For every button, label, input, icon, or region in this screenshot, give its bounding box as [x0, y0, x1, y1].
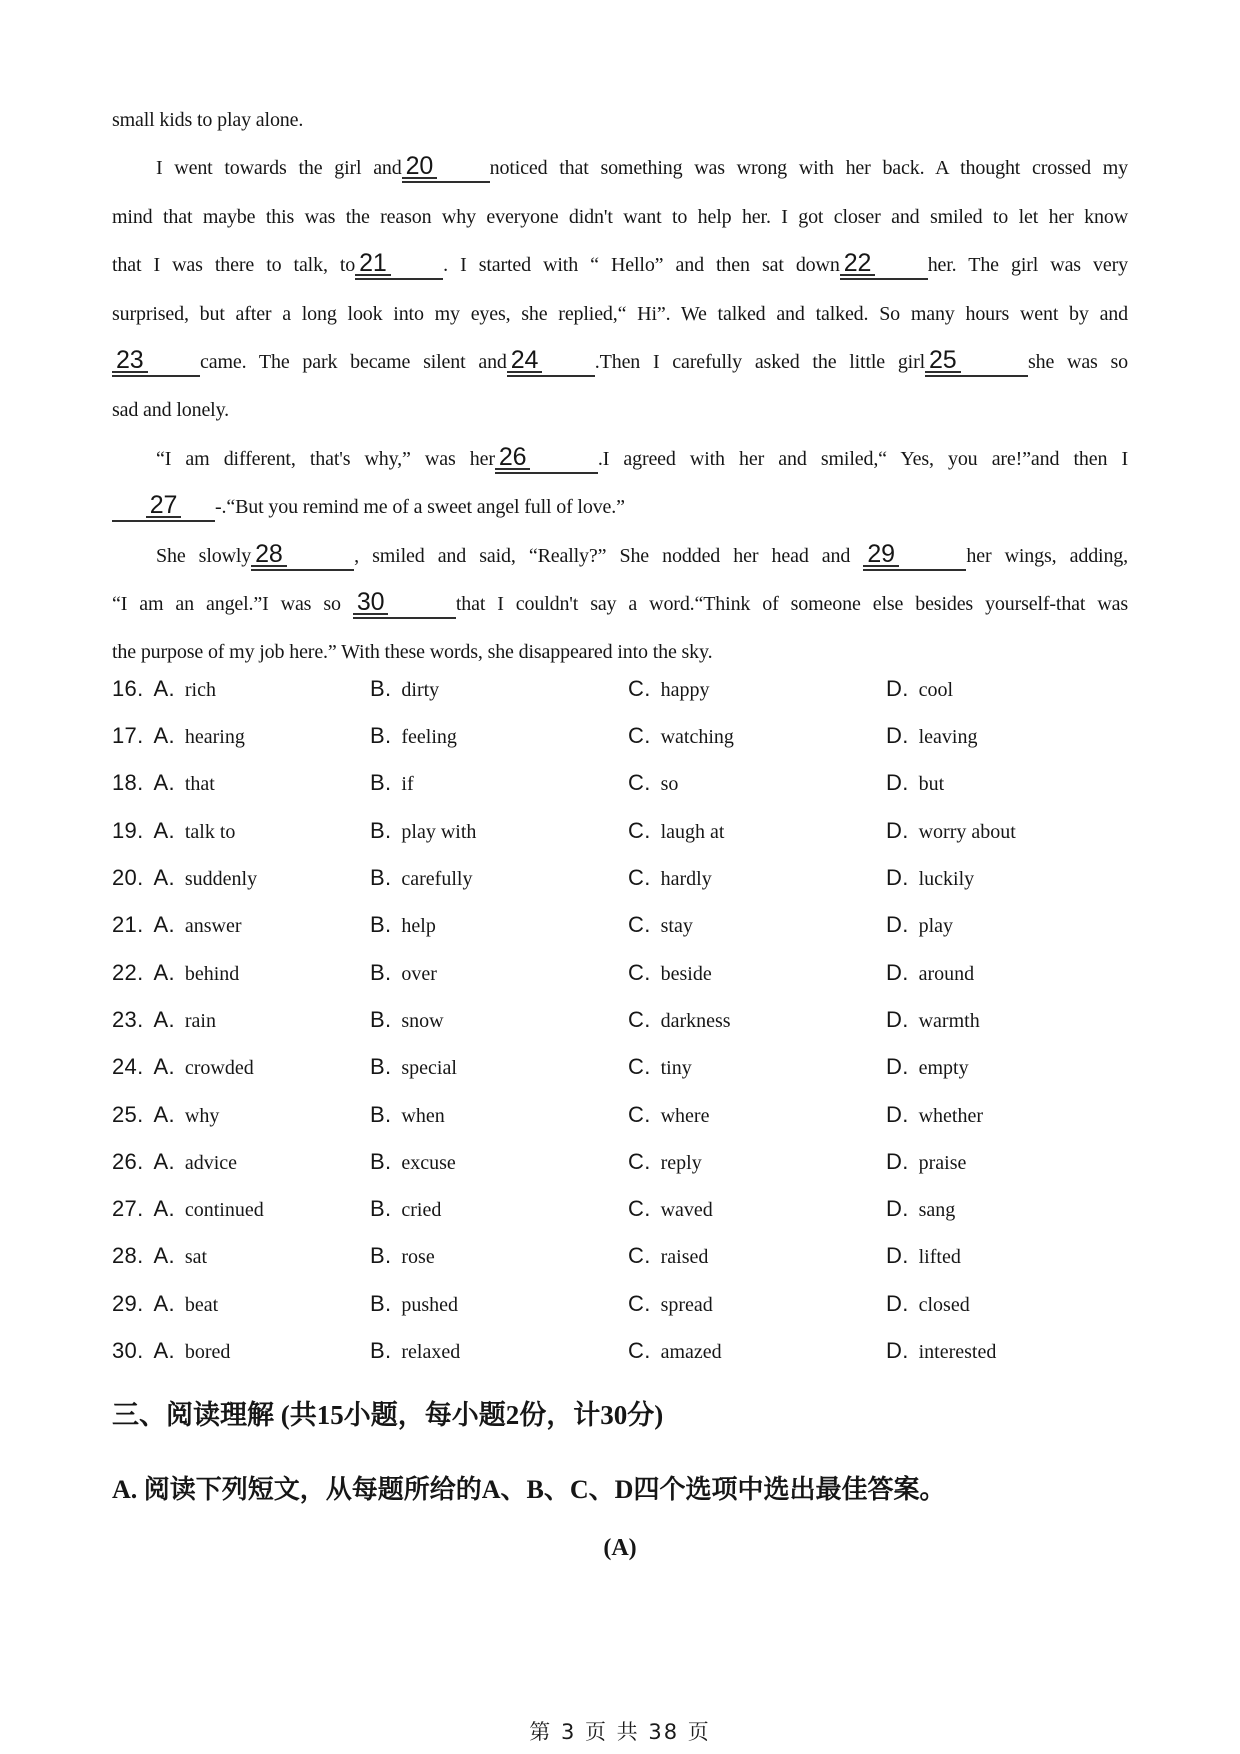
option-cell-22-C: [628, 950, 886, 997]
option-letter: A.: [153, 1243, 175, 1269]
option-letter: B.: [370, 1054, 392, 1080]
option-text: bored: [184, 1341, 231, 1364]
option-text: hearing: [184, 726, 245, 749]
option-letter: A.: [153, 1148, 175, 1174]
option-letter: B.: [370, 1290, 392, 1316]
question-number: 26.: [112, 1148, 144, 1174]
option-letter: C.: [628, 865, 651, 891]
option-cell-24-A: [112, 1044, 370, 1091]
option-letter: C.: [628, 1338, 651, 1364]
option-letter: C.: [628, 1006, 651, 1032]
option-letter: C.: [628, 1101, 651, 1127]
option-letter: D.: [886, 723, 909, 749]
option-letter: D.: [886, 1338, 909, 1364]
question-row-22: [112, 950, 1128, 997]
option-text: reply: [660, 1151, 702, 1174]
question-number: 19.: [112, 817, 144, 843]
option-text: continued: [184, 1199, 264, 1222]
passage-line: She slowly 28 , smiled and said, “Really?” She nodded her head and 29 her wings, adding,: [112, 532, 1128, 580]
option-text: so: [660, 773, 679, 796]
option-text: cool: [918, 678, 954, 701]
passage-line: mind that maybe this was the reason why everyone didn't want to help her. I got closer and smiled to let her know: [112, 205, 1128, 228]
option-letter: B.: [370, 770, 392, 796]
cloze-blank-28: 28: [251, 544, 354, 571]
cloze-blank-27: 27: [112, 495, 215, 522]
option-cell-19-C: [628, 808, 886, 855]
option-text: laugh at: [660, 820, 725, 843]
option-letter: C.: [628, 770, 651, 796]
option-text: talk to: [184, 820, 236, 843]
option-cell-23-B: [370, 997, 628, 1044]
option-text: play with: [401, 820, 477, 843]
question-number: 30.: [112, 1338, 144, 1364]
option-letter: D.: [886, 817, 909, 843]
question-row-20: [112, 855, 1128, 902]
option-text: when: [401, 1104, 445, 1127]
passage-line: that I was there to talk, to 21 . I started with “ Hello” and then sat down 22 her. The girl was very: [112, 241, 1128, 289]
passage-line: small kids to play alone.: [112, 109, 304, 131]
question-number: 24.: [112, 1054, 144, 1080]
option-text: excuse: [401, 1151, 456, 1174]
option-text: rich: [184, 678, 216, 701]
cloze-blank-25: 25: [925, 350, 1028, 377]
question-row-28: [112, 1233, 1128, 1280]
option-cell-22-B: [370, 950, 628, 997]
option-cell-24-B: [370, 1044, 628, 1091]
cloze-blank-23: 23: [112, 350, 200, 377]
passage-label-A: (A): [603, 1535, 637, 1562]
option-cell-17-B: [370, 713, 628, 760]
question-number: 22.: [112, 959, 144, 985]
question-row-30: [112, 1328, 1128, 1375]
option-cell-27-B: [370, 1186, 628, 1233]
option-letter: A.: [153, 1196, 175, 1222]
reading-instruction: A. 阅读下列短文，从每题所给的A、B、C、D四个选项中选出最佳答案。: [112, 1475, 946, 1505]
option-text: if: [401, 773, 414, 796]
passage-line: the purpose of my job here.” With these words, she disappeared into the sky.: [112, 641, 713, 664]
option-cell-30-B: [370, 1328, 628, 1375]
option-letter: A.: [153, 1290, 175, 1316]
option-text: sat: [184, 1246, 208, 1269]
option-cell-27-C: [628, 1186, 886, 1233]
option-cell-20-C: [628, 855, 886, 902]
option-letter: A.: [153, 770, 175, 796]
option-text: happy: [660, 678, 710, 701]
option-text: beside: [660, 962, 712, 985]
option-cell-19-B: [370, 808, 628, 855]
option-cell-16-B: [370, 666, 628, 713]
passage-line: sad and lonely.: [112, 399, 229, 422]
option-cell-18-D: [886, 760, 1128, 807]
option-cell-26-C: [628, 1139, 886, 1186]
option-letter: D.: [886, 1006, 909, 1032]
option-text: answer: [184, 915, 242, 938]
option-cell-22-A: [112, 950, 370, 997]
option-letter: B.: [370, 912, 392, 938]
option-cell-17-C: [628, 713, 886, 760]
option-letter: C.: [628, 723, 651, 749]
option-cell-29-C: [628, 1281, 886, 1328]
option-cell-30-D: [886, 1328, 1128, 1375]
option-text: leaving: [918, 726, 978, 749]
option-letter: C.: [628, 1196, 651, 1222]
option-letter: B.: [370, 675, 392, 701]
option-letter: D.: [886, 1148, 909, 1174]
option-text: beat: [184, 1293, 219, 1316]
question-row-24: [112, 1044, 1128, 1091]
option-cell-24-D: [886, 1044, 1128, 1091]
option-letter: B.: [370, 1338, 392, 1364]
cloze-blank-26: 26: [495, 447, 598, 474]
option-cell-19-A: [112, 808, 370, 855]
option-cell-17-A: [112, 713, 370, 760]
question-number: 18.: [112, 770, 144, 796]
option-letter: A.: [153, 865, 175, 891]
option-cell-30-A: [112, 1328, 370, 1375]
option-text: waved: [660, 1199, 713, 1222]
option-cell-29-D: [886, 1281, 1128, 1328]
option-letter: B.: [370, 959, 392, 985]
passage-line: “I am different, that's why,” was her 26 .I agreed with her and smiled,“ Yes, you are!”and then I: [112, 435, 1128, 483]
option-letter: B.: [370, 865, 392, 891]
option-letter: D.: [886, 1054, 909, 1080]
option-text: around: [918, 962, 975, 985]
option-letter: D.: [886, 1196, 909, 1222]
option-letter: D.: [886, 912, 909, 938]
option-cell-18-B: [370, 760, 628, 807]
option-text: behind: [184, 962, 240, 985]
option-text: advice: [184, 1151, 238, 1174]
question-row-16: [112, 666, 1128, 713]
option-letter: B.: [370, 1101, 392, 1127]
option-letter: A.: [153, 675, 175, 701]
question-row-23: [112, 997, 1128, 1044]
option-letter: A.: [153, 1006, 175, 1032]
option-letter: B.: [370, 1006, 392, 1032]
question-row-27: [112, 1186, 1128, 1233]
option-letter: A.: [153, 723, 175, 749]
passage-line: 23 came. The park became silent and 24 .Then I carefully asked the little girl 25 she was so: [112, 338, 1128, 386]
option-cell-25-C: [628, 1092, 886, 1139]
option-cell-28-C: [628, 1233, 886, 1280]
option-cell-28-D: [886, 1233, 1128, 1280]
option-text: carefully: [401, 868, 473, 891]
option-text: praise: [918, 1151, 967, 1174]
option-cell-16-C: [628, 666, 886, 713]
option-letter: C.: [628, 1054, 651, 1080]
cloze-blank-21: 21: [355, 253, 443, 280]
question-row-21: [112, 902, 1128, 949]
option-letter: C.: [628, 675, 651, 701]
cloze-blank-30: 30: [353, 592, 456, 619]
option-letter: B.: [370, 1196, 392, 1222]
question-number: 16.: [112, 675, 144, 701]
option-text: darkness: [660, 1009, 731, 1032]
option-letter: C.: [628, 1243, 651, 1269]
option-letter: D.: [886, 1290, 909, 1316]
option-letter: A.: [153, 817, 175, 843]
option-letter: C.: [628, 912, 651, 938]
option-cell-25-B: [370, 1092, 628, 1139]
option-text: spread: [660, 1293, 713, 1316]
option-text: rain: [184, 1009, 216, 1032]
option-text: suddenly: [184, 868, 258, 891]
option-text: why: [184, 1104, 220, 1127]
option-cell-23-C: [628, 997, 886, 1044]
option-letter: B.: [370, 723, 392, 749]
option-text: worry about: [918, 820, 1016, 843]
option-cell-20-B: [370, 855, 628, 902]
option-text: but: [918, 773, 945, 796]
cloze-blank-24: 24: [507, 350, 595, 377]
option-cell-26-B: [370, 1139, 628, 1186]
option-text: watching: [660, 726, 734, 749]
cloze-blank-29: 29: [863, 544, 966, 571]
passage-line: surprised, but after a long look into my eyes, she replied,“ Hi”. We talked and talked. So many hours went by and: [112, 302, 1128, 325]
option-text: lifted: [918, 1246, 961, 1269]
option-cell-27-D: [886, 1186, 1128, 1233]
option-cell-30-C: [628, 1328, 886, 1375]
option-text: amazed: [660, 1341, 722, 1364]
option-text: interested: [918, 1341, 997, 1364]
option-letter: A.: [153, 1054, 175, 1080]
question-number: 28.: [112, 1243, 144, 1269]
option-letter: C.: [628, 817, 651, 843]
option-text: where: [660, 1104, 710, 1127]
option-text: warmth: [918, 1009, 980, 1032]
option-cell-28-B: [370, 1233, 628, 1280]
option-cell-21-D: [886, 902, 1128, 949]
option-cell-21-A: [112, 902, 370, 949]
page-content: [112, 0, 1128, 1566]
option-text: help: [401, 915, 436, 938]
question-number: 17.: [112, 723, 144, 749]
option-cell-26-D: [886, 1139, 1128, 1186]
option-text: stay: [660, 915, 693, 938]
option-cell-29-A: [112, 1281, 370, 1328]
question-row-18: [112, 760, 1128, 807]
cloze-passage: [112, 0, 1128, 677]
option-cell-21-B: [370, 902, 628, 949]
cloze-blank-20: 20: [402, 156, 490, 183]
question-number: 20.: [112, 865, 144, 891]
option-cell-18-C: [628, 760, 886, 807]
option-cell-21-C: [628, 902, 886, 949]
option-letter: C.: [628, 1148, 651, 1174]
option-cell-17-D: [886, 713, 1128, 760]
option-text: pushed: [401, 1293, 459, 1316]
option-letter: C.: [628, 1290, 651, 1316]
option-text: hardly: [660, 868, 712, 891]
passage-line: “I am an angel.”I was so 30 that I couldn't say a word.“Think of someone else besides yourself-that was: [112, 580, 1128, 628]
question-number: 27.: [112, 1196, 144, 1222]
option-cell-25-A: [112, 1092, 370, 1139]
question-row-29: [112, 1281, 1128, 1328]
option-text: closed: [918, 1293, 970, 1316]
option-letter: B.: [370, 1243, 392, 1269]
option-letter: D.: [886, 770, 909, 796]
cloze-blank-22: 22: [840, 253, 928, 280]
option-cell-26-A: [112, 1139, 370, 1186]
option-cell-23-A: [112, 997, 370, 1044]
option-cell-20-A: [112, 855, 370, 902]
passage-line: I went towards the girl and 20 noticed that something was wrong with her back. A thought crossed my: [112, 144, 1128, 192]
option-text: snow: [401, 1009, 444, 1032]
option-text: that: [184, 773, 215, 796]
option-letter: D.: [886, 1101, 909, 1127]
option-cell-29-B: [370, 1281, 628, 1328]
option-text: rose: [401, 1246, 435, 1269]
option-cell-16-D: [886, 666, 1128, 713]
option-letter: C.: [628, 959, 651, 985]
option-cell-19-D: [886, 808, 1128, 855]
question-number: 29.: [112, 1290, 144, 1316]
option-cell-25-D: [886, 1092, 1128, 1139]
options-table: [112, 666, 1128, 1375]
option-letter: D.: [886, 1243, 909, 1269]
option-text: cried: [401, 1199, 442, 1222]
passage-line: 27 -.“But you remind me of a sweet angel full of love.”: [112, 483, 1128, 531]
section-heading-reading: 三、阅读理解 (共15小题，每小题2份，计30分): [112, 1400, 664, 1431]
option-cell-23-D: [886, 997, 1128, 1044]
option-cell-16-A: [112, 666, 370, 713]
option-text: feeling: [401, 726, 457, 749]
option-letter: A.: [153, 1101, 175, 1127]
question-row-17: [112, 713, 1128, 760]
question-row-19: [112, 808, 1128, 855]
question-row-25: [112, 1092, 1128, 1139]
option-cell-24-C: [628, 1044, 886, 1091]
option-text: special: [401, 1057, 457, 1080]
question-number: 21.: [112, 912, 144, 938]
option-text: raised: [660, 1246, 709, 1269]
option-text: whether: [918, 1104, 984, 1127]
option-letter: A.: [153, 1338, 175, 1364]
option-text: luckily: [918, 868, 975, 891]
option-letter: A.: [153, 912, 175, 938]
option-letter: B.: [370, 1148, 392, 1174]
option-text: over: [401, 962, 437, 985]
option-letter: D.: [886, 675, 909, 701]
option-letter: D.: [886, 959, 909, 985]
question-number: 25.: [112, 1101, 144, 1127]
page-footer: 第 3 页 共 38 页: [529, 1720, 711, 1744]
option-cell-28-A: [112, 1233, 370, 1280]
question-row-26: [112, 1139, 1128, 1186]
option-text: dirty: [401, 678, 440, 701]
option-cell-18-A: [112, 760, 370, 807]
option-cell-20-D: [886, 855, 1128, 902]
option-cell-22-D: [886, 950, 1128, 997]
option-text: empty: [918, 1057, 969, 1080]
option-letter: A.: [153, 959, 175, 985]
option-text: crowded: [184, 1057, 254, 1080]
option-text: relaxed: [401, 1341, 461, 1364]
option-text: sang: [918, 1199, 956, 1222]
option-text: tiny: [660, 1057, 692, 1080]
option-cell-27-A: [112, 1186, 370, 1233]
option-letter: D.: [886, 865, 909, 891]
option-letter: B.: [370, 817, 392, 843]
question-number: 23.: [112, 1006, 144, 1032]
option-text: play: [918, 915, 954, 938]
